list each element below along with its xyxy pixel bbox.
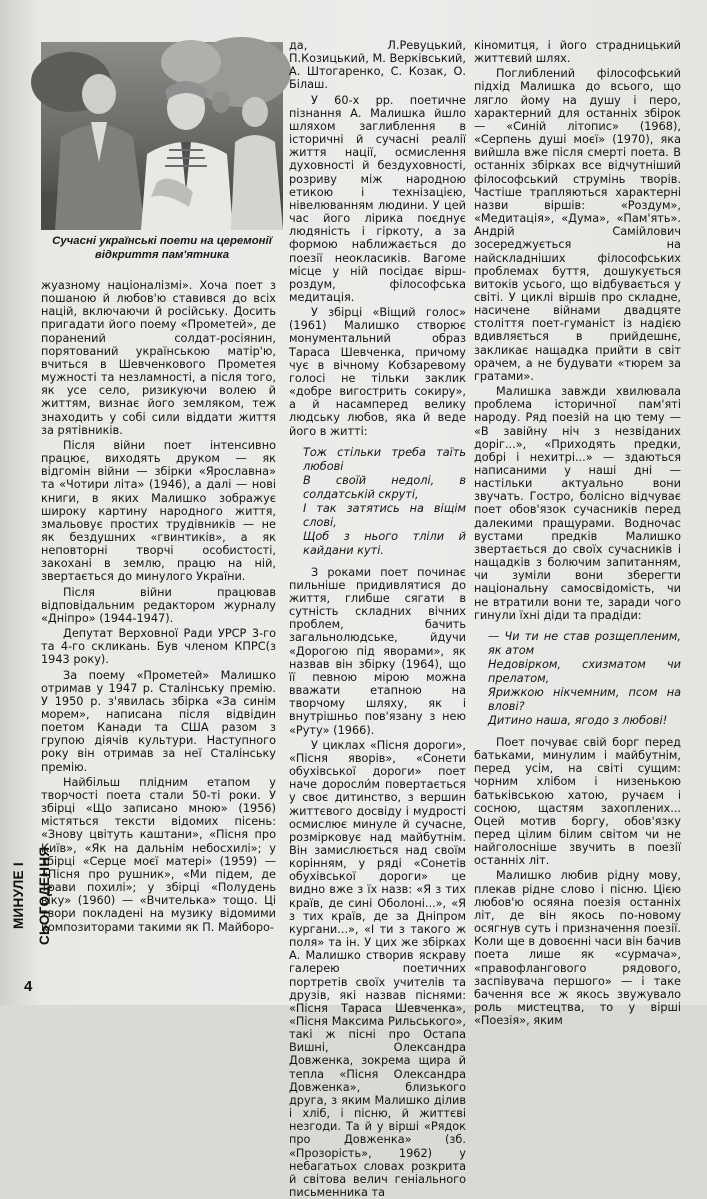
poem-line: Щоб з нього тліли й кайдани куті. bbox=[303, 529, 466, 557]
paragraph: У циклах «Пісня дороги», «Пісня яворів», «Сонети обухівської дороги» поет наче доросли́м повертається у своє дитинство, з вершин життєвого досвіду і мудрості осмислює минуле й сучасне, розмірковує над майбутнім. Він замислюється над своїм корінням, у ряді «Сонетів обухівської дороги» це видно вже з їх назв: «Я з тих країв, де сині Оболоні...», «Я з тих країв, де за Дніпром кургани...», «І ти з такого ж поля» та ін. У цих же збірках А. Малишко створив яскраву галерею поетичних портретів своїх учителів та друзів, які назвав піснями: «Пісня Тараса Шевченка», «Пісня Максима Рильського», такі ж пісні про Остапа Вишні, Олександра Довженка, зокрема щира й тепла «Пісня Олександра Довженка», близького друга, з яким Малишко ділив і хліб, і пісню, й життєві незгоди. Та й у вірші «Рядок про Довженка» (зб. «Прозорість», 1962) у небагатьох словах розкрита й світова велич геніального письменника та bbox=[289, 738, 466, 1199]
poem-line: Дитино наша, ягодо з любові! bbox=[488, 713, 668, 727]
photo-caption: Сучасні українські поети на церемонії відкриття пам'ятника bbox=[52, 235, 272, 261]
section-title: МИНУЛЕ І СЬОГОДЕННЯ bbox=[11, 846, 52, 946]
paragraph: Малишко любив рідну мову, плекав рідне слово і пісню. Цією любов'ю осяяна поезія останніх літ, де він якось по-новому осягнув суть і призначення поезії. Коли ще в довоєнні часи він бачив поета лише як «сурмача», «правофлангового рядового, заспівувача першого» — і таке бачення все ж якось звужувало роль мистецтва, то у вірші «Поезія», яким bbox=[474, 869, 681, 1028]
paragraph: У 60-х рр. поетичне пізнання А. Малишка йшло шляхом заглиблення в історичні й сучасні реалії життя нації, осмислення духовності й бездуховності, розриву між народною етикою і технізацією, нівелюванням людини. У цей час його лірика поєднує людяність і гіркоту, а за формою наближається до поезії неокласиків. Вагоме місце у ній посідає вірш-роздум, філософська медитація. bbox=[289, 93, 466, 304]
poem-quote bbox=[488, 630, 681, 728]
paragraph: Після війни працював відповідальним редактором журналу «Дніпро» (1944-1947). bbox=[41, 585, 276, 625]
paragraph: Найбільш плідним етапом у творчості поета стали 50-ті роки. У збірці «Що записано мною» (1956) містяться тексти відомих пісень: «Знову цвітуть каштани», «Пісня про Київ», «Як на дальнім небосхилі»; у збірці «Серце моєї матері» (1959) — «Пісня про рушник», «Ми підем, де трави похилі»; у збірці «Полудень віку» (1960) — «Вчителька» тощо. Ці твори покладені на музику відомими композиторами такими як П. Майборо- bbox=[41, 775, 276, 934]
poem-line: Недовірком, схизматом чи прелатом, bbox=[488, 657, 681, 685]
column-1 bbox=[41, 279, 276, 991]
paragraph: З роками поет починає пильніше придивлятися до життя, глибше сягати в сутність складних вічних проблем, бачить загальнолюдське, йдучи «Дорогою під яворами», як назвав він збірку (1964), що її певною мірою можна вважати етапною на творчому шляху, як і внутрішньо пов'язану з нею «Руту» (1966). bbox=[289, 565, 466, 737]
paragraph: Після війни поет інтенсивно працює, виходять друком — як відгомін війни — збірки «Ярославна» та «Чотири літа» (1946), а далі — нові книги, в яких Малишко зображує широку картину народного життя, змальовує простих трудівників — не як бездушних «гвинтиків», а як неповторні творчі особистості, закохані в землю, працю на ній, звертається до минулого України. bbox=[41, 438, 276, 584]
poem-line: Ярижкою нікчемним, псом на влові? bbox=[488, 685, 681, 713]
paragraph: да, Л.Ревуцький, П.Козицький, М. Верківський, А. Штогаренко, С. Козак, О. Білаш. bbox=[289, 39, 466, 92]
paragraph: Поглиблений філософський підхід Малишка до всього, що лягло йому на душу і перо, характерний для останніх збірок — «Синій літопис» (1968), «Серпень душі моєї» (1970), яка вийшла вже після смерті поета. В останніх збірках все відчутніший філософський струмінь творів. Частіше трапляються характерні назви віршів: «Роздум», «Медитація», «Дума», «Пам'ять». Андрій Самійлович зосереджується на найскладніших філософських проблемах буття, дошукується витоків усього, що відбувається у світі. У циклі віршів про складне, насичене війнами двадцяте століття поет-гуманіст із надією вдивляється в прийдешнє, закликає нащадка прийти в світ орачем, а не будувати «тюрем за гратами». bbox=[474, 67, 681, 383]
ceremony-photo bbox=[41, 42, 283, 230]
page-number: 4 bbox=[24, 978, 33, 995]
paragraph: кіномитця, і його страдницький життєвий шлях. bbox=[474, 39, 681, 66]
poem-line: І так затятись на віщім слові, bbox=[303, 501, 466, 529]
column-2 bbox=[289, 39, 466, 1199]
paragraph: Поет почуває свій борг перед батьками, минулим і майбутнім, перед усім, на світі сущим: чорним хлібом і низенькою батьківською хатою, ручаєм і сосною, щастям захоплених... Оцей мотив боргу, обов'язку перед цілим білим світом чи не найголосніше звучить в поезії останніх літ. bbox=[474, 735, 681, 868]
paragraph: У збірці «Віщий голос» (1961) Малишко створює монументальний образ Тараса Шевченка, причому чує в вічному Кобзаревому голосі не тільки заклик «добре вигострить сокиру», а й насамперед велику людську любов, яка й веде його в житті: bbox=[289, 306, 466, 438]
paragraph: За поему «Прометей» Малишко отримав у 1947 р. Сталінську премію. У 1950 р. з'явилась збірка «За синім морем», написана після відвідин поетом Канади та США разом з групою діячів культури. Наступного року він отримав за неї Сталінську премію. bbox=[41, 668, 276, 774]
poem-line: — Чи ти не став розщепленим, як атом bbox=[488, 629, 681, 657]
column-3 bbox=[474, 39, 681, 1028]
photo-image bbox=[41, 42, 283, 230]
poem-quote bbox=[303, 446, 466, 558]
poem-line: Тож стільки треба таїть любові bbox=[303, 445, 466, 473]
paragraph: Малишка завжди хвилювала проблема історичної пам'яті народу. Ряд поезій на цю тему — «В завійну ніч з незвіданих доріг...», «Приходять предки, добрі і нехитрі...» — здаються написаними у наші дні — настільки актуально вони звучать. Гостро, болісно відчуває поет обов'язок сучасників перед далекими пращурами. Водночас вустами предків Малишко звертається до своїх сучасників і нащадків з болючим запитанням, чи зуміли вони зберегти національну самосвідомість, чи не втратили вони те, заради чого гинули їхні діди та прадіди: bbox=[474, 385, 681, 622]
poem-line: В своїй недолі, в солдатській скруті, bbox=[303, 473, 466, 501]
paragraph: Депутат Верховної Ради УРСР 3-го та 4-го скликань. Був членом КПРС(з 1943 року). bbox=[41, 627, 276, 667]
paragraph: жуазному націоналізмі». Хоча поет з пошаною й любов'ю ставився до всіх націй, включаючи й російську. Досить пригадати його поему «Прометей», де поранений солдат-росіянин, порятований українською матір'ю, вчиться в Шевченкового Прометея мужності та незламності, а після того, як усе село, ризикуючи волею й життям, визнає його земляком, теж знаходить у собі сили віддати життя за рятівників. bbox=[41, 279, 276, 437]
